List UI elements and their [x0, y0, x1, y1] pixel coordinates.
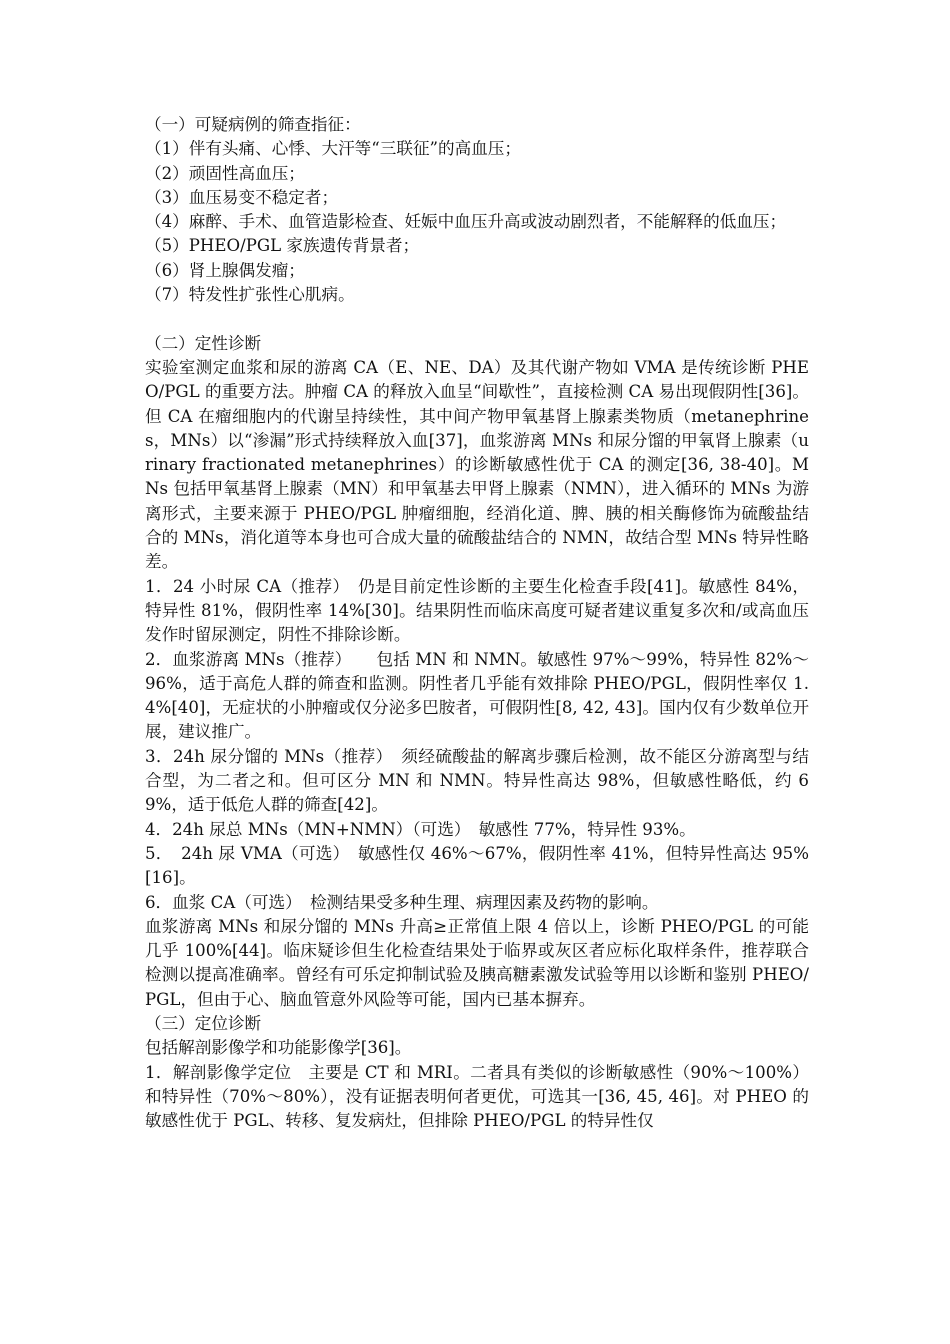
body-paragraph: 血浆游离 MNs 和尿分馏的 MNs 升高≥正常值上限 4 倍以上，诊断 PHEO/PGL 的可能几乎 100%[44]。临床疑诊但生化检查结果处于临界或灰区者应标化取样条件，推荐联合检测以提高准确率。曾经有可乐定抑制试验及胰高糖素激发试验等用以诊断和鉴别 PHEO/PGL，但由于心、脑血管意外风险等可能，国内已基本摒弃。 — [145, 916, 809, 1009]
list-item: （7）特发性扩张性心肌病。 — [145, 285, 355, 305]
test-item: 4．24h 尿总 MNs（MN+NMN）（可选） 敏感性 77%，特异性 93%。 — [145, 819, 696, 839]
test-item: 1．解剖影像学定位 主要是 CT 和 MRI。二者具有类似的诊断敏感性（90%～100%）和特异性（70%～80%），没有证据表明何者更优，可选其一[36, 45, 46]。对 PHEO 的敏感性优于 PGL、转移、复发病灶，但排除 PHEO/PGL 的特异性仅 — [145, 1062, 809, 1131]
list-item: （6）肾上腺偶发瘤； — [145, 260, 305, 280]
test-item: 1．24 小时尿 CA（推荐） 仍是目前定性诊断的主要生化检查手段[41]。敏感性 84%，特异性 81%，假阴性率 14%[30]。结果阴性而临床高度可疑者建议重复多次和/或高血压发作时留尿测定，阴性不排除诊断。 — [145, 576, 809, 645]
list-item: （5）PHEO/PGL 家族遗传背景者； — [145, 236, 420, 256]
test-item: 6．血浆 CA（可选） 检测结果受多种生理、病理因素及药物的影响。 — [145, 892, 659, 912]
section-heading-localization: （三）定位诊断 — [145, 1013, 262, 1033]
list-item: （3）血压易变不稳定者； — [145, 187, 339, 207]
section-heading-screening: （一）可疑病例的筛查指征： — [145, 115, 361, 134]
list-item: （4）麻醉、手术、血管造影检查、妊娠中血压升高或波动剧烈者，不能解释的低血压； — [145, 212, 787, 232]
body-paragraph: 实验室测定血浆和尿的游离 CA（E、NE、DA）及其代谢产物如 VMA 是传统诊断 PHEO/PGL 的重要方法。肿瘤 CA 的释放入血呈“间歇性”，直接检测 CA 易出现假阴性[36]。但 CA 在瘤细胞内的代谢呈持续性，其中间产物甲氧基肾上腺素类物质（metanephrines，MNs）以“渗漏”形式持续释放入血[37]，血浆游离 MNs 和尿分馏的甲氧肾上腺素（urinary fractionated metanephrines）的诊断敏感性优于 CA 的测定[36, 38-40]。MNs 包括甲氧基肾上腺素（MN）和甲氧基去甲肾上腺素（NMN），进入循环的 MNs 为游离形式，主要来源于 PHEO/PGL 肿瘤细胞，经消化道、脾、胰的相关酶修饰为硫酸盐结合的 MNs，消化道等本身也可合成大量的硫酸盐结合的 NMN，故结合型 MNs 特异性略差。 — [145, 357, 809, 572]
list-item: （1）伴有头痛、心悸、大汗等“三联征”的高血压； — [145, 139, 521, 159]
paragraph-spacer — [145, 307, 809, 331]
section-heading-qualitative: （二）定性诊断 — [145, 333, 262, 353]
document-body — [145, 113, 809, 1133]
list-item: （2）顽固性高血压； — [145, 163, 305, 183]
test-item: 5． 24h 尿 VMA（可选） 敏感性仅 46%～67%，假阴性率 41%，但特异性高达 95%[16]。 — [145, 843, 809, 888]
test-item: 2．血浆游离 MNs（推荐） 包括 MN 和 NMN。敏感性 97%～99%，特异性 82%～96%，适于高危人群的筛查和监测。阴性者几乎能有效排除 PHEO/PGL，假阴性率仅 1.4%[40]，无症状的小肿瘤或仅分泌多巴胺者，可假阴性[8, 42, 43]。国内仅有少数单位开展，建议推广。 — [145, 649, 809, 742]
body-paragraph: 包括解剖影像学和功能影像学[36]。 — [145, 1038, 412, 1058]
test-item: 3．24h 尿分馏的 MNs（推荐） 须经硫酸盐的解离步骤后检测，故不能区分游离型与结合型，为二者之和。但可区分 MN 和 NMN。特异性高达 98%，但敏感性略低，约 69%，适于低危人群的筛查[42]。 — [145, 746, 809, 815]
